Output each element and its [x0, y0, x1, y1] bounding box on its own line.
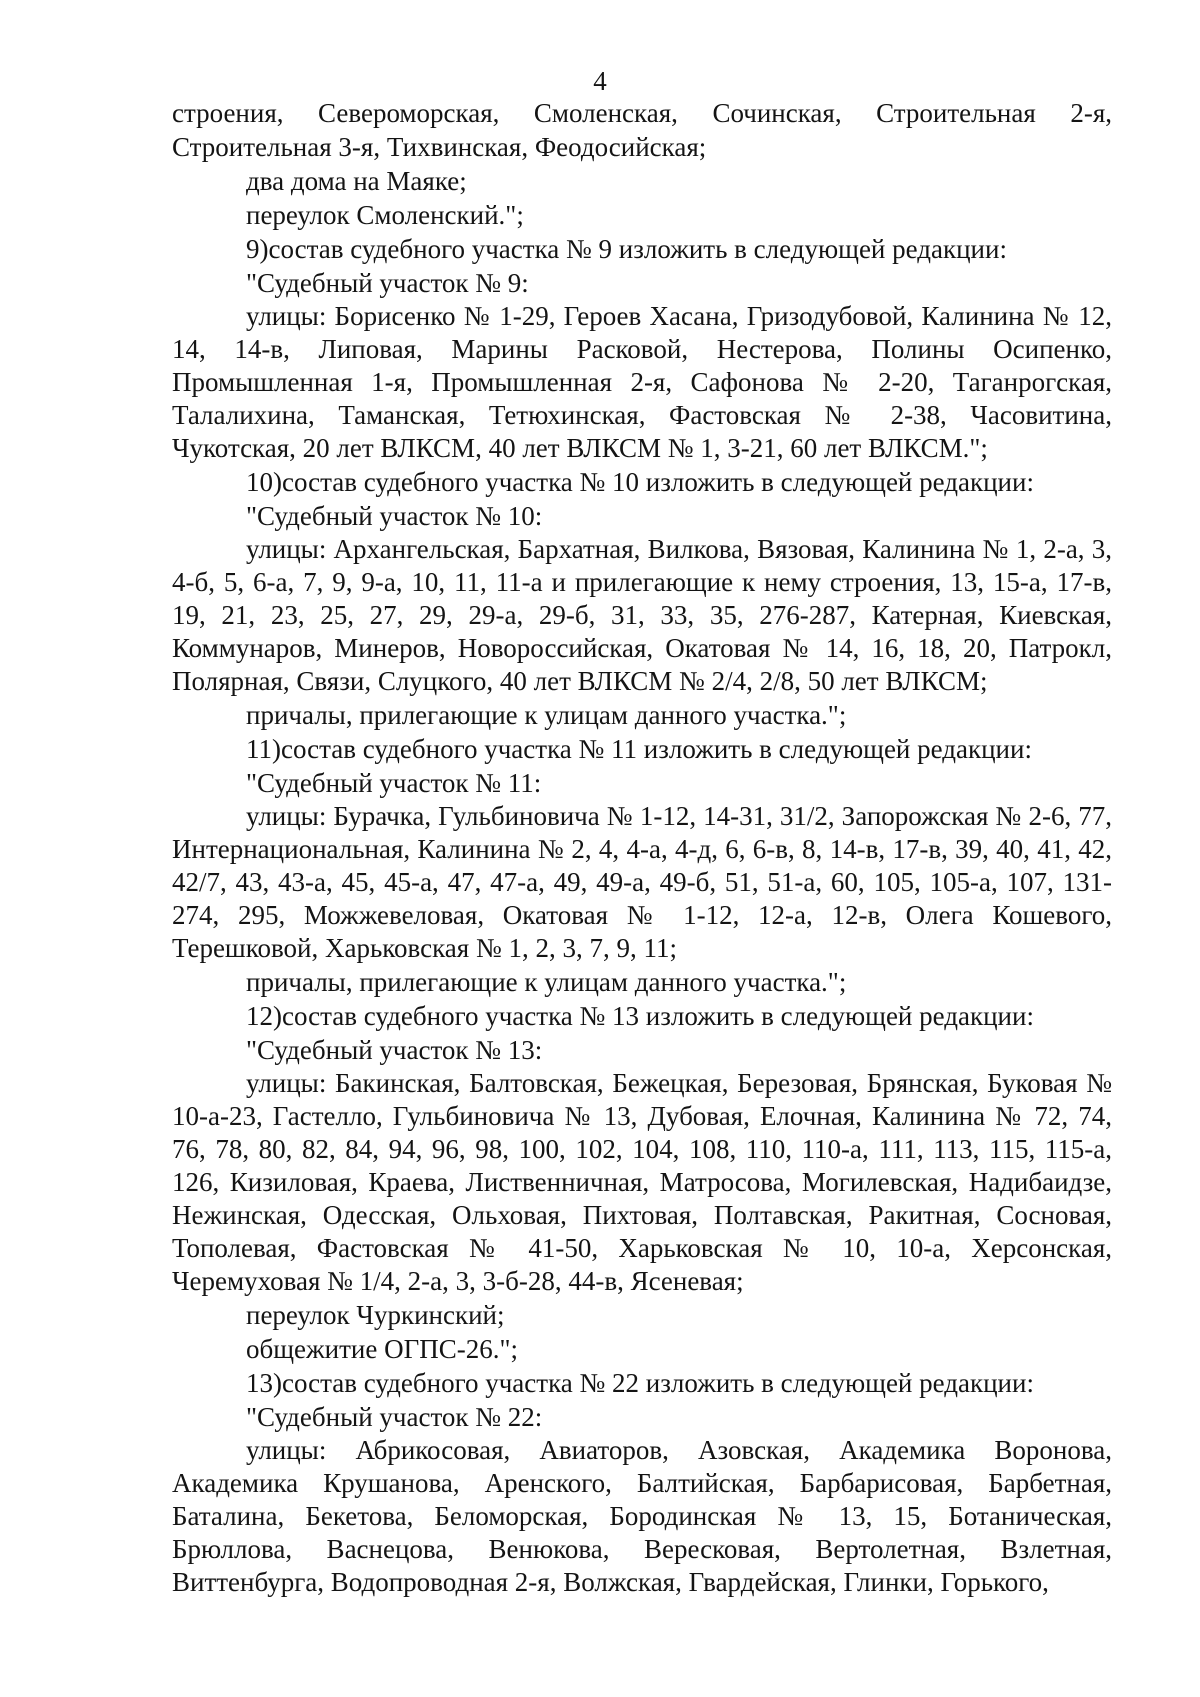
streets-list-22: улицы: Абрикосовая, Авиаторов, Азовская, Академика Воронова, Академика Крушанова, Аренского, Балтийская, Барбарисовая, Барбетная, Баталина, Бекетова, Беломорская, Бородинская № 13, 15, Ботаническая, Брюллова, Васнецова, Венюкова, Вересковая, Вертолетная, Взлетная, Виттенбурга, Водопроводная 2-я, Волжская, Гвардейская, Глинки, Горького,	[172, 1435, 1112, 1597]
amendment-item-11: 11)состав судебного участка № 11 изложить в следующей редакции:	[246, 734, 1032, 764]
paragraph: причалы, прилегающие к улицам данного участка.";	[246, 700, 847, 730]
paragraph: причалы, прилегающие к улицам данного участка.";	[246, 967, 847, 997]
paragraph: общежитие ОГПС-26.";	[246, 1334, 518, 1364]
streets-list-11: улицы: Бурачка, Гульбиновича № 1-12, 14-31, 31/2, Запорожская № 2-6, 77, Интернациональная, Калинина № 2, 4, 4-а, 4-д, 6, 6-в, 8, 14-в, 17-в, 39, 40, 41, 42, 42/7, 43, 43-а, 45, 45-а, 47, 47-а, 49, 49-а, 49-б, 51, 51-а, 60, 105, 105-а, 107, 131-274, 295, Можжевеловая, Окатовая № 1-12, 12-а, 12-в, Олега Кошевого, Терешковой, Харьковская № 1, 2, 3, 7, 9, 11;	[172, 801, 1112, 963]
streets-list-9: улицы: Борисенко № 1-29, Героев Хасана, Гризодубовой, Калинина № 12, 14, 14-в, Липовая, Марины Расковой, Нестерова, Полины Осипенко, Промышленная 1-я, Промышленная 2-я, Сафонова № 2-20, Таганрогская, Талалихина, Таманская, Тетюхинская, Фастовская № 2-38, Часовитина, Чукотская, 20 лет ВЛКСМ, 40 лет ВЛКСМ № 1, 3-21, 60 лет ВЛКСМ.";	[172, 301, 1112, 463]
paragraph: переулок Чуркинский;	[246, 1300, 505, 1330]
amendment-item-10: 10)состав судебного участка № 10 изложить в следующей редакции:	[246, 467, 1034, 497]
page-number: 4	[593, 66, 607, 96]
document-body	[172, 96, 1112, 1599]
section-heading-13: "Судебный участок № 13:	[246, 1035, 543, 1065]
streets-list-13: улицы: Бакинская, Балтовская, Бежецкая, Березовая, Брянская, Буковая № 10-а-23, Гастелло, Гульбиновича № 13, Дубовая, Елочная, Калинина № 72, 74, 76, 78, 80, 82, 84, 94, 96, 98, 100, 102, 104, 108, 110, 110-а, 111, 113, 115, 115-а, 126, Кизиловая, Краева, Лиственничная, Матросова, Могилевская, Надибаидзе, Нежинская, Одесская, Ольховая, Пихтовая, Полтавская, Ракитная, Сосновая, Тополевая, Фастовская № 41-50, Харьковская № 10, 10-а, Херсонская, Черемуховая № 1/4, 2-а, 3, 3-б-28, 44-в, Ясеневая;	[172, 1068, 1112, 1296]
paragraph: два дома на Маяке;	[246, 166, 467, 196]
paragraph-continuation: строения, Североморская, Смоленская, Сочинская, Строительная 2-я, Строительная 3-я, Тихвинская, Феодосийская;	[172, 98, 1112, 162]
amendment-item-9: 9)состав судебного участка № 9 изложить в следующей редакции:	[246, 234, 1007, 264]
amendment-item-13: 13)состав судебного участка № 22 изложить в следующей редакции:	[246, 1368, 1034, 1398]
amendment-item-12: 12)состав судебного участка № 13 изложить в следующей редакции:	[246, 1001, 1034, 1031]
paragraph: переулок Смоленский.";	[246, 200, 524, 230]
section-heading-11: "Судебный участок № 11:	[246, 768, 542, 798]
section-heading-22: "Судебный участок № 22:	[246, 1402, 543, 1432]
section-heading-9: "Судебный участок № 9:	[246, 268, 529, 298]
section-heading-10: "Судебный участок № 10:	[246, 501, 543, 531]
streets-list-10: улицы: Архангельская, Бархатная, Вилкова, Вязовая, Калинина № 1, 2-а, 3, 4-б, 5, 6-а, 7, 9, 9-а, 10, 11, 11-а и прилегающие к нему строения, 13, 15-а, 17-в, 19, 21, 23, 25, 27, 29, 29-а, 29-б, 31, 33, 35, 276-287, Катерная, Киевская, Коммунаров, Минеров, Новороссийская, Окатовая № 14, 16, 18, 20, Патрокл, Полярная, Связи, Слуцкого, 40 лет ВЛКСМ № 2/4, 2/8, 50 лет ВЛКСМ;	[172, 534, 1112, 696]
